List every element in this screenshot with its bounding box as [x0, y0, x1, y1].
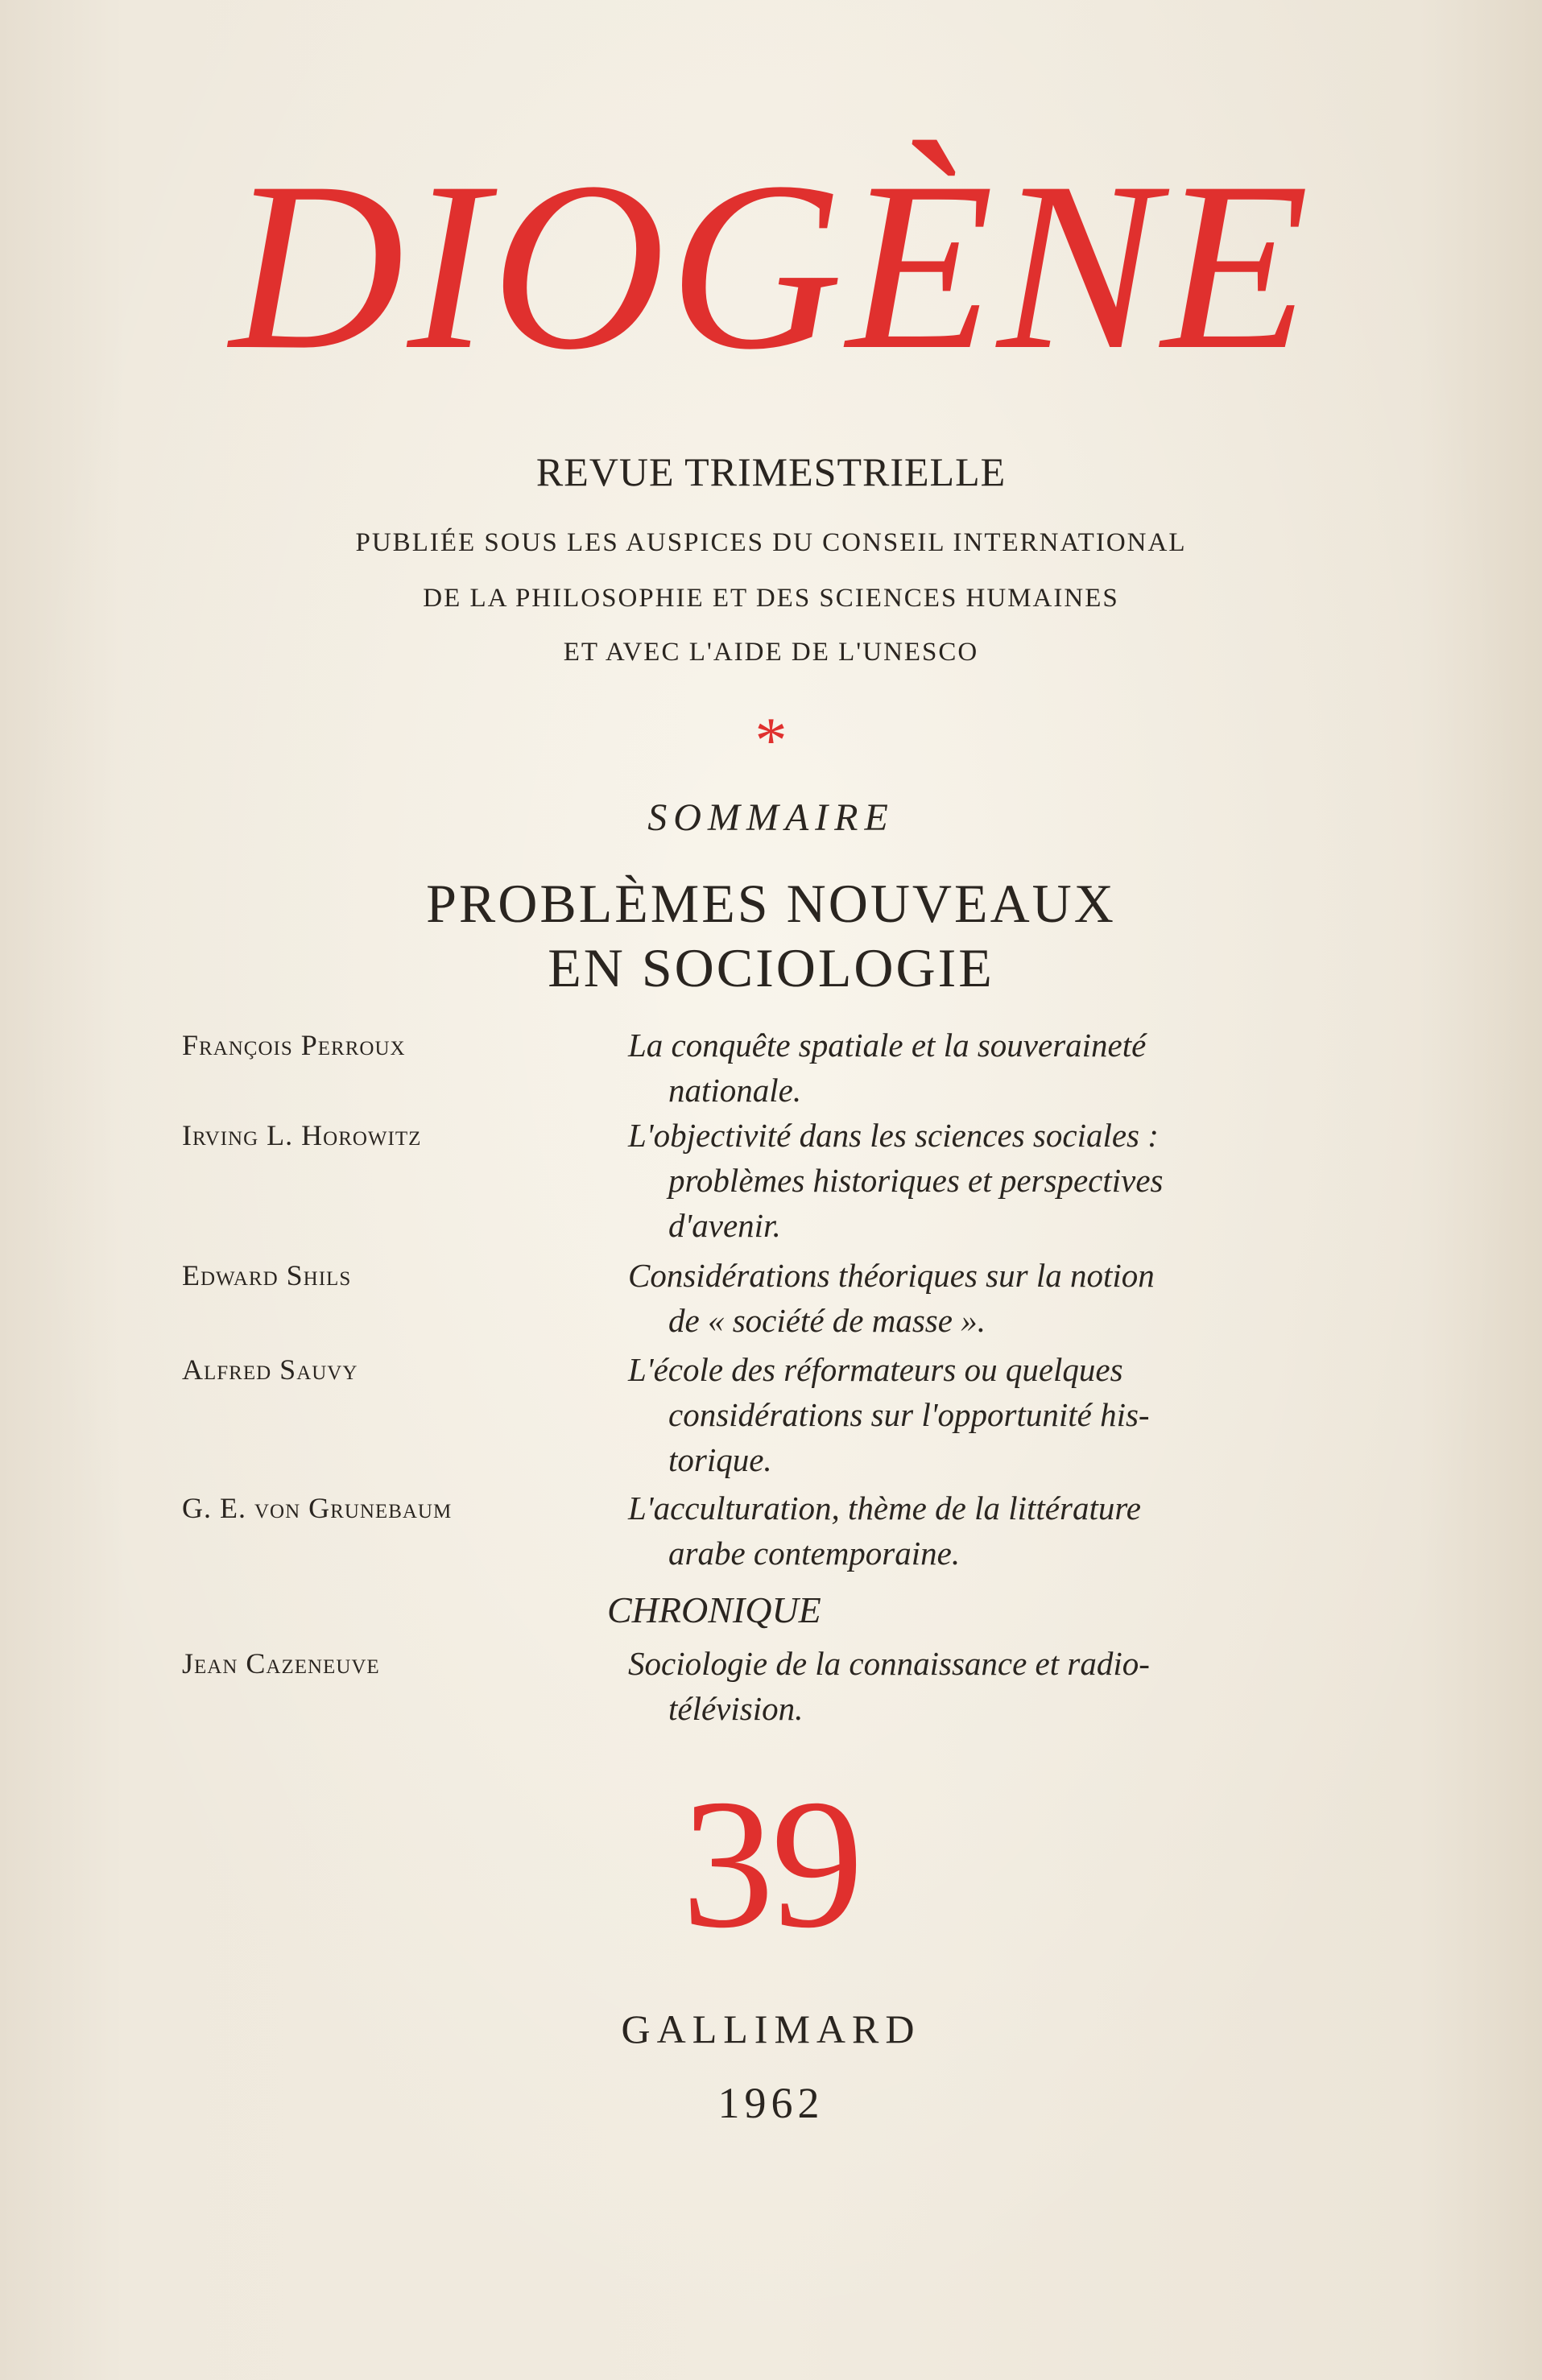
issue-theme-line: PROBLÈMES NOUVEAUX [426, 873, 1116, 934]
toc-title-line: arabe contemporaine. [668, 1535, 961, 1572]
toc-author: Irving L. Horowitz [182, 1119, 422, 1151]
journal-subtitle: REVUE TRIMESTRIELLE [535, 449, 1007, 494]
publisher-name: GALLIMARD [621, 2006, 921, 2052]
toc-author: François Perroux [182, 1029, 406, 1061]
toc-title-line: de « société de masse ». [668, 1302, 986, 1339]
toc-author: Edward Shils [182, 1259, 352, 1291]
toc-title-line: La conquête spatiale et la souveraineté [628, 1027, 1147, 1064]
toc-title-line: nationale. [668, 1072, 802, 1109]
journal-title: DIOGÈNE [229, 132, 1313, 399]
toc-article-title [628, 1485, 1296, 1576]
toc-author: Alfred Sauvy [182, 1353, 358, 1386]
publication-line: DE LA PHILOSOPHIE ET DES SCIENCES HUMAINES [423, 584, 1119, 613]
issue-theme-line: EN SOCIOLOGIE [548, 937, 994, 998]
toc-title-line: torique. [668, 1441, 772, 1478]
summary-heading: SOMMAIRE [647, 796, 895, 839]
publication-year: 1962 [717, 2079, 825, 2127]
toc-title-line: problèmes historiques et perspectives [668, 1162, 1164, 1199]
toc-title-line: L'école des réformateurs ou quelques [628, 1351, 1123, 1388]
asterisk-ornament-icon: * [754, 705, 788, 776]
toc-author: G. E. von Grunebaum [182, 1492, 453, 1524]
publication-line: PUBLIÉE SOUS LES AUSPICES DU CONSEIL INTERNATIONAL [355, 528, 1187, 557]
toc-article-title [628, 1641, 1296, 1731]
toc-title-line: télévision. [668, 1690, 804, 1727]
publication-line: ET AVEC L'AIDE DE L'UNESCO [563, 638, 979, 667]
toc-title-line: Sociologie de la connaissance et radio- [628, 1645, 1150, 1682]
toc-title-line: L'acculturation, thème de la littérature [628, 1490, 1141, 1527]
toc-article-title [628, 1023, 1296, 1113]
toc-article-title [628, 1113, 1296, 1248]
toc-author: Jean Cazeneuve [182, 1647, 380, 1680]
toc-article-title [628, 1347, 1296, 1482]
toc-title-line: L'objectivité dans les sciences sociales : [628, 1117, 1159, 1154]
toc-title-line: considérations sur l'opportunité his- [668, 1396, 1150, 1433]
chronique-heading: CHRONIQUE [607, 1589, 821, 1630]
toc-article-title [628, 1253, 1296, 1343]
issue-number: 39 [681, 1761, 861, 1966]
toc-title-line: d'avenir. [668, 1207, 781, 1244]
toc-title-line: Considérations théoriques sur la notion [628, 1257, 1155, 1294]
